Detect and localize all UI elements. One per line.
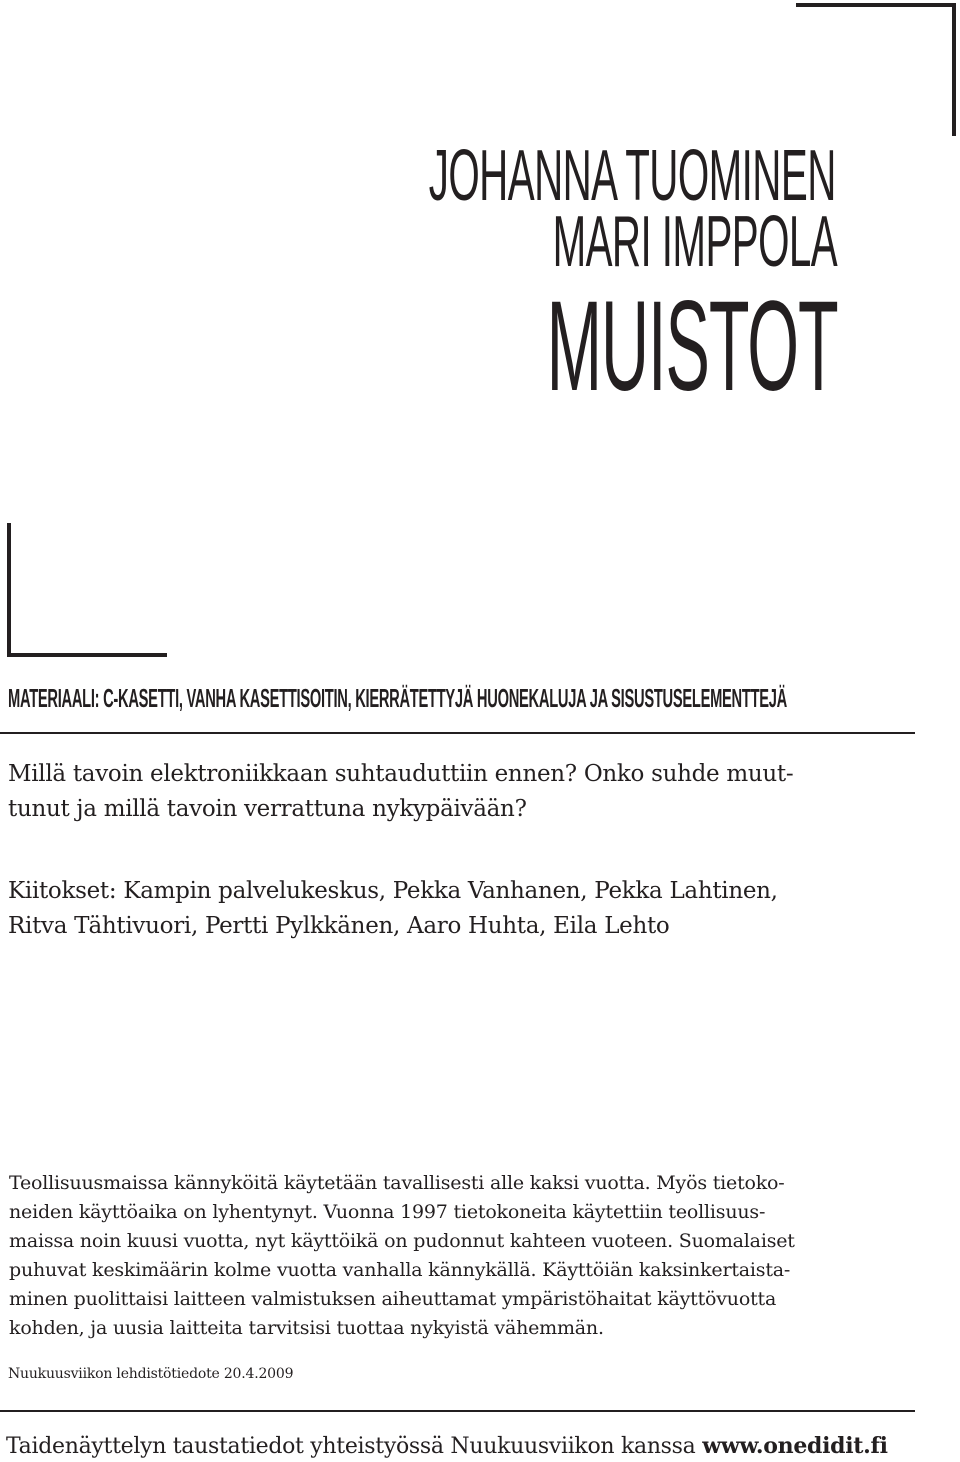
work-title: MUISTOT (546, 275, 838, 418)
body-paragraph (9, 1169, 909, 1343)
question-paragraph (8, 757, 878, 827)
source-citation: Nuukuusviikon lehdistötiedote 20.4.2009 (8, 1366, 294, 1382)
body-line: puhuvat keskimäärin kolme vuotta vanhalla kännykällä. Käyttöiän kaksinkertaista- (9, 1259, 791, 1281)
question-line: tunut ja millä tavoin verrattuna nykypäivään? (8, 796, 527, 822)
thanks-line: Kiitokset: Kampin palvelukeskus, Pekka Vanhanen, Pekka Lahtinen, (8, 878, 778, 904)
divider-rule (0, 732, 915, 734)
body-line: Teollisuusmaissa kännyköitä käytetään tavallisesti alle kaksi vuotta. Myös tietoko- (9, 1172, 785, 1194)
body-line: maissa noin kuusi vuotta, nyt käyttöikä on pudonnut kahteen vuoteen. Suomalaiset (9, 1230, 795, 1252)
website-link[interactable]: www.onedidit.fi (702, 1433, 888, 1459)
thanks-paragraph (8, 874, 908, 944)
question-line: Millä tavoin elektroniikkaan suhtauduttiin ennen? Onko suhde muut- (8, 761, 794, 787)
author-name-1: JOHANNA TUOMINEN (429, 136, 836, 216)
corner-mark-top-right-vertical (952, 3, 956, 136)
body-line: minen puolittaisi laitteen valmistuksen aiheuttamat ympäristöhaitat käyttövuotta (9, 1288, 777, 1310)
corner-mark-top-right-horizontal (796, 3, 956, 7)
body-line: kohden, ja uusia laitteita tarvitsisi tuottaa nykyistä vähemmän. (9, 1317, 604, 1339)
materials-heading: MATERIAALI: C-KASETTI, VANHA KASETTISOITIN, KIERRÄTETTYJÄ HUONEKALUJA JA SISUSTUSELEMENTTEJÄ (8, 683, 788, 713)
corner-mark-bottom-left-horizontal (7, 653, 167, 657)
thanks-line: Ritva Tähtivuori, Pertti Pylkkänen, Aaro Huhta, Eila Lehto (8, 913, 670, 939)
corner-mark-bottom-left-vertical (7, 523, 11, 657)
footer-divider-rule (0, 1410, 915, 1412)
body-line: neiden käyttöaika on lyhentynyt. Vuonna 1997 tietokoneita käytettiin teollisuus- (9, 1201, 766, 1223)
footer (6, 1431, 888, 1462)
author-name-2: MARI IMPPOLA (552, 202, 837, 282)
footer-text: Taidenäyttelyn taustatiedot yhteistyössä Nuukuusviikon kanssa (6, 1434, 703, 1459)
